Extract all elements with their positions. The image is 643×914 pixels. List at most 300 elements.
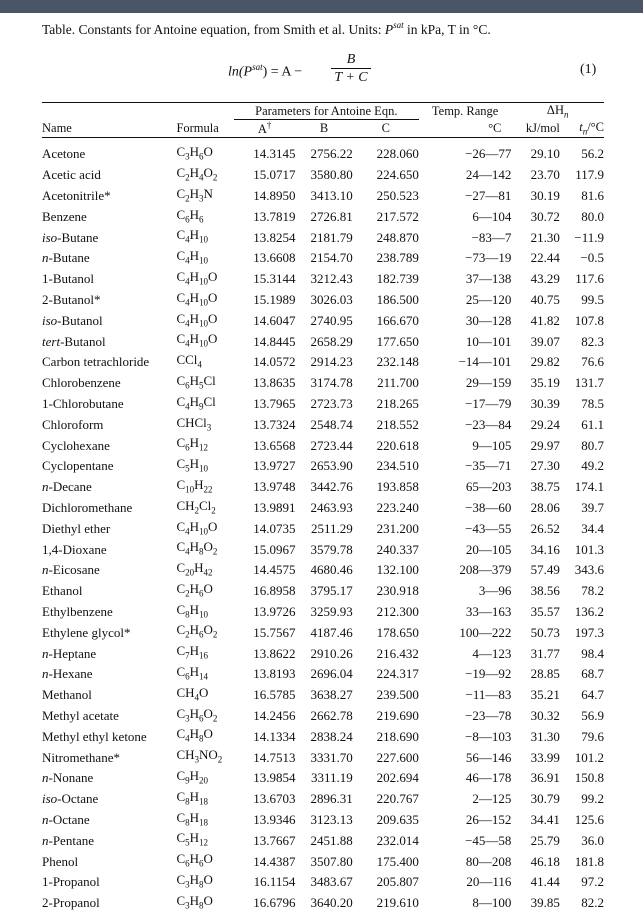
cell-tb: 99.2 <box>581 791 604 807</box>
cell-formula: $C_{20}H_{42}$ <box>176 560 213 578</box>
cell-b: 3442.76 <box>310 479 353 495</box>
table-row <box>42 519 604 540</box>
cell-a: 14.8445 <box>253 333 296 349</box>
table-row <box>42 810 604 831</box>
cell-tb: 97.2 <box>581 874 604 890</box>
cell-a: 13.9748 <box>253 479 296 495</box>
cell-temp-range: −8—103 <box>465 728 512 744</box>
cell-c: 166.670 <box>376 312 419 328</box>
header-dh-group: $\Delta H_n$ <box>546 103 569 120</box>
equation-lhs: $\ln(P^{sat}) = A$ − <box>228 62 303 80</box>
cell-c: 224.650 <box>376 167 419 183</box>
cell-tb: 78.5 <box>581 396 604 412</box>
cell-tb: 80.0 <box>581 208 604 224</box>
cell-b: 3795.17 <box>310 583 353 599</box>
cell-b: 2548.74 <box>310 416 353 432</box>
cell-name: n-Pentane <box>42 832 94 848</box>
cell-c: 219.610 <box>376 895 419 911</box>
cell-c: 211.700 <box>377 375 419 391</box>
cell-a: 13.9727 <box>253 458 296 474</box>
cell-tb: 56.2 <box>581 146 604 162</box>
cell-tb: 34.4 <box>581 520 604 536</box>
cell-dh: 27.30 <box>530 458 560 474</box>
cell-dh: 35.19 <box>530 375 560 391</box>
cell-formula: $C_6H_6O$ <box>176 851 213 869</box>
cell-c: 219.690 <box>376 707 419 723</box>
cell-b: 3174.78 <box>310 375 353 391</box>
cell-temp-range: −14—101 <box>458 354 512 370</box>
equation-fraction <box>331 51 371 86</box>
cell-c: 250.523 <box>376 188 419 204</box>
cell-tb: 76.6 <box>581 354 604 370</box>
cell-b: 3123.13 <box>310 811 353 827</box>
cell-dh: 57.49 <box>530 562 560 578</box>
cell-temp-range: −45—58 <box>465 832 512 848</box>
cell-temp-range: 29—159 <box>465 375 512 391</box>
cell-b: 2463.93 <box>310 500 353 515</box>
cell-temp-range: −73—19 <box>465 250 512 266</box>
cell-c: 220.767 <box>376 791 419 807</box>
cell-c: 218.690 <box>376 728 419 744</box>
table-row <box>42 290 604 311</box>
cell-tb: 150.8 <box>574 770 604 786</box>
cell-c: 232.148 <box>376 354 419 370</box>
cell-a: 16.1154 <box>253 874 296 890</box>
cell-tb: 64.7 <box>581 687 604 703</box>
table-row <box>42 664 604 685</box>
table-row <box>42 581 604 602</box>
cell-b: 3026.03 <box>310 292 353 308</box>
cell-a: 13.9346 <box>253 811 296 827</box>
cell-name: Dichloromethane <box>42 500 133 515</box>
cell-temp-range: −35—71 <box>465 458 512 474</box>
table-row <box>42 435 604 456</box>
cell-dh: 23.70 <box>530 167 560 183</box>
cell-a: 13.7667 <box>253 832 296 848</box>
cell-name: n-Decane <box>42 479 92 495</box>
cell-dh: 35.57 <box>530 603 560 619</box>
cell-tb: 136.2 <box>574 603 604 619</box>
cell-c: 240.337 <box>376 541 419 557</box>
cell-c: 234.510 <box>376 458 419 474</box>
cell-c: 218.552 <box>376 416 419 432</box>
cell-name: Methanol <box>42 687 92 703</box>
cell-formula: $C_2H_6O_2$ <box>176 622 218 641</box>
cell-name: n-Octane <box>42 811 90 827</box>
cell-dh: 40.75 <box>530 292 560 308</box>
cell-dh: 29.97 <box>530 437 560 453</box>
cell-formula: $C_2H_3N$ <box>176 185 213 204</box>
cell-temp-range: 25—120 <box>465 292 512 308</box>
cell-b: 3638.27 <box>310 687 353 703</box>
cell-formula: $C_4H_8O_2$ <box>176 539 218 557</box>
cell-dh: 29.82 <box>530 354 560 370</box>
cell-formula: $C_4H_{10}O$ <box>176 310 218 329</box>
cell-dh: 39.07 <box>530 333 560 349</box>
equation-denominator: T + C <box>334 70 368 85</box>
cell-dh: 36.91 <box>530 770 560 786</box>
cell-dh: 38.75 <box>530 479 560 495</box>
cell-dh: 46.18 <box>530 853 560 869</box>
cell-b: 3507.80 <box>310 853 353 869</box>
cell-tb: −11.9 <box>574 229 604 245</box>
cell-b: 3580.80 <box>310 167 353 183</box>
table-row <box>42 269 604 290</box>
cell-name: Nitromethane* <box>42 749 120 765</box>
cell-b: 3579.78 <box>310 541 353 557</box>
cell-temp-range: 100—222 <box>459 624 512 640</box>
cell-tb: 98.4 <box>581 645 604 661</box>
cell-c: 217.572 <box>376 208 419 224</box>
cell-name: 1-Butanol <box>42 271 94 287</box>
antoine-equation <box>0 50 643 94</box>
cell-b: 3259.93 <box>310 603 353 619</box>
cell-name: 2-Butanol* <box>42 292 101 308</box>
cell-a: 13.8254 <box>253 229 296 245</box>
cell-temp-range: −11—83 <box>465 687 512 703</box>
cell-formula: $C_4H_{10}O$ <box>176 331 218 349</box>
cell-formula: $C_4H_{10}O$ <box>176 268 218 287</box>
cell-name: Cyclohexane <box>42 437 110 453</box>
cell-tb: 131.7 <box>574 375 604 391</box>
cell-dh: 41.82 <box>530 312 560 328</box>
cell-name: Chlorobenzene <box>42 375 121 391</box>
cell-name: n-Eicosane <box>42 562 100 578</box>
cell-a: 13.9891 <box>253 500 296 515</box>
cell-formula: $C_6H_{14}$ <box>176 664 208 682</box>
cell-temp-range: 20—116 <box>466 874 512 890</box>
cell-temp-range: −17—79 <box>465 396 512 412</box>
header-b: B <box>295 120 352 138</box>
cell-a: 13.7965 <box>253 396 296 412</box>
header-dh-unit: kJ/mol <box>525 120 560 135</box>
cell-dh: 30.19 <box>530 188 560 204</box>
cell-name: 2-Propanol <box>42 895 100 911</box>
cell-dh: 29.10 <box>530 146 560 162</box>
header-a: A† <box>234 120 296 138</box>
cell-tb: 79.6 <box>581 728 604 744</box>
cell-a: 14.0572 <box>253 354 296 370</box>
cell-name: Carbon tetrachloride <box>42 354 150 370</box>
cell-dh: 30.39 <box>530 396 560 412</box>
cell-b: 2723.44 <box>310 437 353 453</box>
cell-tb: −0.5 <box>580 250 604 266</box>
table-row <box>42 165 604 186</box>
cell-formula: $C_4H_{10}$ <box>176 227 208 245</box>
table-row <box>42 477 604 498</box>
cell-a: 13.7324 <box>253 416 296 432</box>
cell-temp-range: −83—7 <box>471 229 512 245</box>
cell-temp-range: 6—104 <box>472 208 512 224</box>
cell-c: 193.858 <box>376 479 419 495</box>
cell-name: 1,4-Dioxane <box>42 541 107 557</box>
cell-c: 224.317 <box>376 666 419 682</box>
table-row <box>42 685 604 706</box>
header-formula: Formula <box>176 120 219 135</box>
cell-name: n-Nonane <box>42 770 94 786</box>
cell-c: 232.014 <box>376 832 419 848</box>
cell-a: 14.4387 <box>253 853 296 869</box>
table-row <box>42 539 604 560</box>
cell-c: 182.739 <box>376 271 419 287</box>
table-row <box>42 207 604 228</box>
table-row <box>42 602 604 623</box>
cell-formula: $CH_4O$ <box>176 684 209 703</box>
cell-c: 177.650 <box>376 333 419 349</box>
cell-a: 14.2456 <box>253 707 296 723</box>
cell-b: 2914.23 <box>310 354 353 370</box>
cell-formula: $C_6H_5Cl$ <box>176 372 216 391</box>
cell-dh: 31.30 <box>530 728 560 744</box>
table-row <box>42 830 604 851</box>
cell-formula: $C_3H_6O_2$ <box>176 705 218 724</box>
cell-name: Acetone <box>42 146 86 162</box>
table-row <box>42 186 604 207</box>
cell-dh: 41.44 <box>530 874 560 890</box>
cell-b: 3413.10 <box>310 188 353 204</box>
cell-name: n-Heptane <box>42 645 97 661</box>
cell-formula: $C_8H_{18}$ <box>176 809 208 828</box>
cell-b: 2696.04 <box>310 666 353 682</box>
cell-name: iso-Octane <box>42 791 99 807</box>
cell-a: 15.0717 <box>253 167 296 183</box>
cell-a: 13.9726 <box>253 603 296 619</box>
cell-a: 14.4575 <box>253 562 296 578</box>
cell-c: 132.100 <box>376 562 419 578</box>
cell-temp-range: 9—105 <box>472 437 512 453</box>
cell-c: 228.060 <box>376 146 419 162</box>
cell-dh: 22.44 <box>530 250 560 266</box>
caption-suffix: in kPa, T in °C. <box>403 22 491 37</box>
cell-formula: CHCl$_3$ <box>176 414 212 433</box>
cell-c: 178.650 <box>376 624 419 640</box>
cell-b: 2662.78 <box>310 707 353 723</box>
cell-tb: 82.2 <box>581 895 604 911</box>
cell-name: Acetic acid <box>42 167 101 183</box>
cell-tb: 80.7 <box>581 437 604 453</box>
cell-dh: 25.79 <box>530 832 560 848</box>
cell-temp-range: −23—84 <box>465 416 512 432</box>
cell-dh: 43.29 <box>530 271 560 287</box>
cell-b: 2658.29 <box>310 333 353 349</box>
cell-tb: 107.8 <box>574 312 604 328</box>
cell-formula: CCl$_4$ <box>176 352 202 370</box>
cell-tb: 78.2 <box>581 583 604 599</box>
cell-formula: $C_3H_8O$ <box>176 892 213 911</box>
cell-a: 16.8958 <box>253 583 296 599</box>
cell-tb: 61.1 <box>581 416 604 432</box>
cell-name: tert-Butanol <box>42 333 106 349</box>
cell-a: 13.8193 <box>253 666 296 682</box>
cell-b: 3311.19 <box>310 770 353 786</box>
cell-c: 202.694 <box>376 770 419 786</box>
cell-b: 2154.70 <box>310 250 353 266</box>
cell-temp-range: 65—203 <box>465 479 512 495</box>
cell-formula: $C_{10}H_{22}$ <box>176 476 213 495</box>
antoine-table <box>42 102 604 914</box>
cell-formula: $C_4H_9Cl$ <box>176 393 216 412</box>
cell-tb: 68.7 <box>581 666 604 682</box>
table-row <box>42 747 604 768</box>
cell-dh: 39.85 <box>530 895 560 911</box>
cell-name: Phenol <box>42 853 79 869</box>
table-row <box>42 415 604 436</box>
cell-c: 186.500 <box>376 292 419 308</box>
cell-temp-range: 3—96 <box>478 583 512 599</box>
cell-temp-range: 4—123 <box>472 645 512 661</box>
table-row <box>42 643 604 664</box>
cell-formula: $C_9H_{20}$ <box>176 768 208 786</box>
cell-formula: $C_4H_8O$ <box>176 726 213 745</box>
cell-b: 2723.73 <box>310 396 353 412</box>
header-c: C <box>353 120 419 138</box>
cell-dh: 26.52 <box>530 520 560 536</box>
cell-temp-range: 80—208 <box>465 853 512 869</box>
cell-b: 2838.24 <box>310 728 353 744</box>
cell-dh: 28.85 <box>530 666 560 682</box>
cell-dh: 30.32 <box>530 707 560 723</box>
cell-formula: $C_8H_{10}$ <box>176 601 208 620</box>
cell-a: 14.0735 <box>253 520 296 536</box>
header-name: Name <box>42 120 72 135</box>
cell-name: Cyclopentane <box>42 458 114 474</box>
cell-b: 2726.81 <box>310 208 353 224</box>
cell-c: 230.918 <box>376 583 419 599</box>
cell-dh: 33.99 <box>530 749 560 765</box>
cell-a: 15.7567 <box>253 624 296 640</box>
cell-c: 227.600 <box>376 749 419 765</box>
cell-c: 218.265 <box>376 396 419 412</box>
cell-temp-range: 26—152 <box>465 811 512 827</box>
cell-c: 248.870 <box>376 229 419 245</box>
cell-tb: 81.6 <box>581 188 604 204</box>
cell-c: 223.240 <box>376 500 419 515</box>
cell-a: 13.9854 <box>253 770 296 786</box>
cell-a: 16.5785 <box>253 687 296 703</box>
cell-name: n-Hexane <box>42 666 93 682</box>
table-row <box>42 560 604 581</box>
cell-name: Chloroform <box>42 416 104 432</box>
equation-number: (1) <box>580 62 597 77</box>
cell-temp-range: −23—78 <box>465 707 512 723</box>
cell-a: 13.6568 <box>253 437 296 453</box>
table-row <box>42 851 604 872</box>
table-row <box>42 138 604 165</box>
cell-formula: $CH_3NO_2$ <box>176 747 223 765</box>
cell-dh: 34.16 <box>530 541 560 557</box>
cell-name: Diethyl ether <box>42 520 111 536</box>
cell-formula: $C_4H_{10}O$ <box>176 289 218 308</box>
cell-a: 15.1989 <box>253 292 296 308</box>
cell-tb: 99.5 <box>581 292 604 308</box>
cell-temp-range: 24—142 <box>465 167 512 183</box>
cell-dh: 50.73 <box>530 624 560 640</box>
cell-tb: 56.9 <box>581 707 604 723</box>
cell-temp-range: 37—138 <box>465 271 512 287</box>
cell-formula: $C_7H_{16}$ <box>176 643 208 661</box>
cell-tb: 101.2 <box>574 749 604 765</box>
cell-c: 216.432 <box>376 645 419 661</box>
cell-name: 1-Propanol <box>42 874 100 890</box>
cell-tb: 39.7 <box>581 500 604 515</box>
table-row <box>42 456 604 477</box>
cell-tb: 82.3 <box>581 333 604 349</box>
cell-b: 4680.46 <box>310 562 353 578</box>
cell-b: 2653.90 <box>310 458 353 474</box>
cell-b: 4187.46 <box>310 624 353 640</box>
cell-a: 14.8950 <box>253 188 296 204</box>
cell-name: 1-Chlorobutane <box>42 396 124 412</box>
cell-dh: 30.72 <box>530 208 560 224</box>
cell-tb: 174.1 <box>574 479 604 495</box>
cell-b: 3640.20 <box>310 895 353 911</box>
table-row <box>42 768 604 789</box>
table-row <box>42 373 604 394</box>
cell-b: 3212.43 <box>310 271 353 287</box>
table-row <box>42 498 604 519</box>
table-row <box>42 331 604 352</box>
cell-dh: 35.21 <box>530 687 560 703</box>
table-row <box>42 352 604 373</box>
cell-formula: $C_5H_{12}$ <box>176 830 208 849</box>
cell-formula: $CH_2Cl_2$ <box>176 497 216 516</box>
cell-name: Acetonitrile* <box>42 188 111 204</box>
cell-dh: 21.30 <box>530 229 560 245</box>
table-row <box>42 706 604 727</box>
cell-dh: 30.79 <box>530 791 560 807</box>
table-row <box>42 726 604 747</box>
cell-tb: 117.6 <box>575 271 604 287</box>
cell-tb: 101.3 <box>574 541 604 557</box>
cell-formula: $C_6H_6$ <box>176 206 204 225</box>
cell-c: 239.500 <box>376 687 419 703</box>
cell-formula: $C_4H_{10}O$ <box>176 518 218 537</box>
cell-tb: 125.6 <box>574 811 604 827</box>
cell-formula: $C_5H_{10}$ <box>176 456 208 474</box>
cell-dh: 28.06 <box>530 500 560 515</box>
cell-b: 2756.22 <box>310 146 353 162</box>
cell-temp-range: 33—163 <box>465 603 512 619</box>
cell-temp-range: −27—81 <box>465 188 512 204</box>
cell-temp-range: 8—100 <box>472 895 512 911</box>
table-row <box>42 227 604 248</box>
cell-temp-range: −43—55 <box>465 520 512 536</box>
cell-tb: 181.8 <box>574 853 604 869</box>
table-row <box>42 872 604 893</box>
equation-numerator: B <box>346 52 356 67</box>
cell-c: 212.300 <box>376 603 419 619</box>
cell-temp-range: −38—60 <box>465 500 512 515</box>
cell-dh: 34.41 <box>530 811 560 827</box>
cell-c: 220.618 <box>376 437 419 453</box>
cell-temp-range: 2—125 <box>472 791 512 807</box>
cell-a: 13.8635 <box>253 375 296 391</box>
cell-a: 15.0967 <box>253 541 296 557</box>
cell-dh: 29.24 <box>530 416 560 432</box>
cell-a: 14.1334 <box>253 728 296 744</box>
cell-b: 3331.70 <box>310 749 353 765</box>
cell-temp-range: 20—105 <box>465 541 512 557</box>
cell-b: 2896.31 <box>310 791 353 807</box>
cell-b: 2910.26 <box>310 645 353 661</box>
cell-a: 13.8622 <box>253 645 296 661</box>
table-row <box>42 893 604 914</box>
cell-name: Methyl acetate <box>42 707 119 723</box>
cell-b: 2451.88 <box>310 832 353 848</box>
cell-temp-range: −19—92 <box>465 666 512 682</box>
cell-a: 16.6796 <box>253 895 296 911</box>
table-row <box>42 311 604 332</box>
